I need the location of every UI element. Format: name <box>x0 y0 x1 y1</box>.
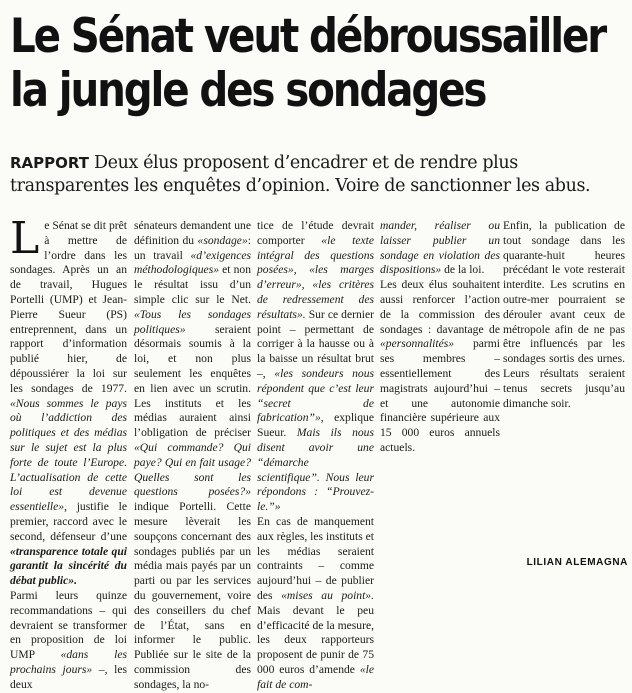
recommendations-text: Parmi leurs quinze recommandations – qui devraient se transformer en proposition de loi UMP <box>10 588 127 662</box>
headline-line-1: Le Sénat veut débroussailler <box>10 9 606 64</box>
byline: LILIAN ALEMAGNA <box>526 557 628 568</box>
drop-cap: L <box>10 213 40 264</box>
intro-text-end: , justifie le premier, raccord avec le second, défenseur d’une <box>10 500 127 543</box>
body-column-2 <box>134 219 251 691</box>
paragraph-recommendations <box>10 589 127 693</box>
body-column-4 <box>380 219 500 564</box>
col3-text-a: tice de l’étude devrait comporter <box>257 219 374 247</box>
quote-fait-de-commander: «le fait de com- <box>257 662 374 691</box>
headline-line-2: la jungle des sondages <box>10 63 486 118</box>
standfirst-kicker: RAPPORT <box>10 154 90 172</box>
quote-transparence: «transparence totale qui garantit la sincérité du débat public». <box>10 544 127 588</box>
quote-prouvez-le: Mais ils nous disent avoir une “démarche scientifique”. Nous leur répondons : “Prouvez-le.”» <box>257 426 374 514</box>
body-column-1 <box>10 213 127 691</box>
paragraph-definition <box>134 219 251 693</box>
recommendations-text-end: –, les deux <box>10 662 127 691</box>
standfirst <box>10 152 622 198</box>
quote-personnalites: «personnalités» <box>380 337 455 351</box>
sanctions-text-end: Mais devant le peu d’efficacité de la mesure, les deux rapporteurs proposent de punir de 75 000 euros d’amende <box>257 603 374 676</box>
col2-text-b: : un travail <box>134 233 251 262</box>
col2-text-a: sénateurs demandent une définition du <box>134 219 251 247</box>
paragraph-intro <box>10 213 127 589</box>
quote-questions: «Qui commande? Qui paye? Qui en fait usage? Quelles sont les questions posées?» <box>134 440 251 499</box>
paragraph-notice <box>257 219 374 515</box>
headline <box>10 9 606 118</box>
quote-portelli: «Nous sommes le pays où l’addiction des politiques et des médias sur le sujet est la plus forte de toute l’Europe. L’actualisation de cette loi est devenue essentielle» <box>10 396 127 514</box>
quote-violation: mander, réaliser ou laisser publier un sondage en violation des dispositions» <box>380 219 500 277</box>
quote-secret-fabrication: «les sondeurs nous répondent que c’est leur “secret de fabrication”» <box>257 366 374 425</box>
paragraph-sanctions <box>257 515 374 693</box>
col2-text-e: indique Portelli. Cette mesure lèverait les soupçons concernant des sondages publiés par un média mais payés par un parti ou par les services du gouvernement, voire des conseillers du chef de l’État, sans en informer le public. Publiée sur le site de la commission des sondages, la no- <box>134 500 251 691</box>
col2-text-c: et non le résultat issu d’un simple clic sur le Net. <box>134 263 251 306</box>
quote-sondages-politiques: «Tous les sondages politiques» <box>134 307 251 336</box>
quote-sondage: «sondage» <box>197 233 248 247</box>
paragraph-conclusion: Enfin, la publication de tout sondage dans les quarante-huit heures précédant le vote resterait interdite. Les scrutins en outre-mer pourraient se dérouler avant ceux de métropole afin de ne pas être influencés par les sondages sortis des urnes. Leurs résultats seraient tenus secrets jusqu’au dimanche soir. <box>503 219 625 410</box>
quote-notice: «le texte intégral des questions posées», «les marges d’erreur», «les critères de redressement des résultats». <box>257 233 374 321</box>
body-column-5 <box>503 219 625 564</box>
paragraph-continuation <box>380 219 500 278</box>
col2-text-d: seraient désormais soumis à la loi, et non plus seulement les enquêtes en lien avec un scrutin. Les instituts et les médias auraient ainsi l’obligation de préciser <box>134 322 251 440</box>
standfirst-text: Deux élus proposent d’encadrer et de rendre plus transparentes les enquêtes d’opinion. Voire de sanctionner les abus. <box>10 153 591 196</box>
paragraph-commission <box>380 278 500 456</box>
col4-text-a: de la loi. <box>444 263 485 277</box>
commission-text-a: Les deux élus souhaitent aussi renforcer l’action de la commission des sondages : davantage de <box>380 278 500 336</box>
sanctions-text: En cas de manquement aux règles, les instituts et les médias seraient contraints – comme aujourd’hui – de publier des <box>257 514 374 602</box>
intro-text: e Sénat se dit prêt à mettre de l’ordre dans les sondages. Après un an de travail, Hugues Portelli (UMP) et Jean-Pierre Sueur (PS) entreprennent, dans un rapport d’information publié hier, de dépoussiérer la loi sur les sondages de 1977. <box>10 219 127 395</box>
col3-text-b: Sur ce dernier point – permettant de corriger à la hausse ou à la baisse un résultat brut –, <box>257 307 374 380</box>
quote-prochains-jours: «dans les prochains jours» <box>10 648 127 676</box>
col3-text-c: , explique Sueur. <box>257 411 374 440</box>
quote-mises-au-point: «mises au point». <box>281 588 374 602</box>
commission-text-b: parmi ses membres – essentiellement des magistrats aujourd’hui – et une autonomie financière supérieure aux 15 000 euros annuels actuels. <box>380 337 500 454</box>
body-column-3 <box>257 219 374 691</box>
quote-exigences: «d’exigences méthodologiques» <box>134 248 251 277</box>
